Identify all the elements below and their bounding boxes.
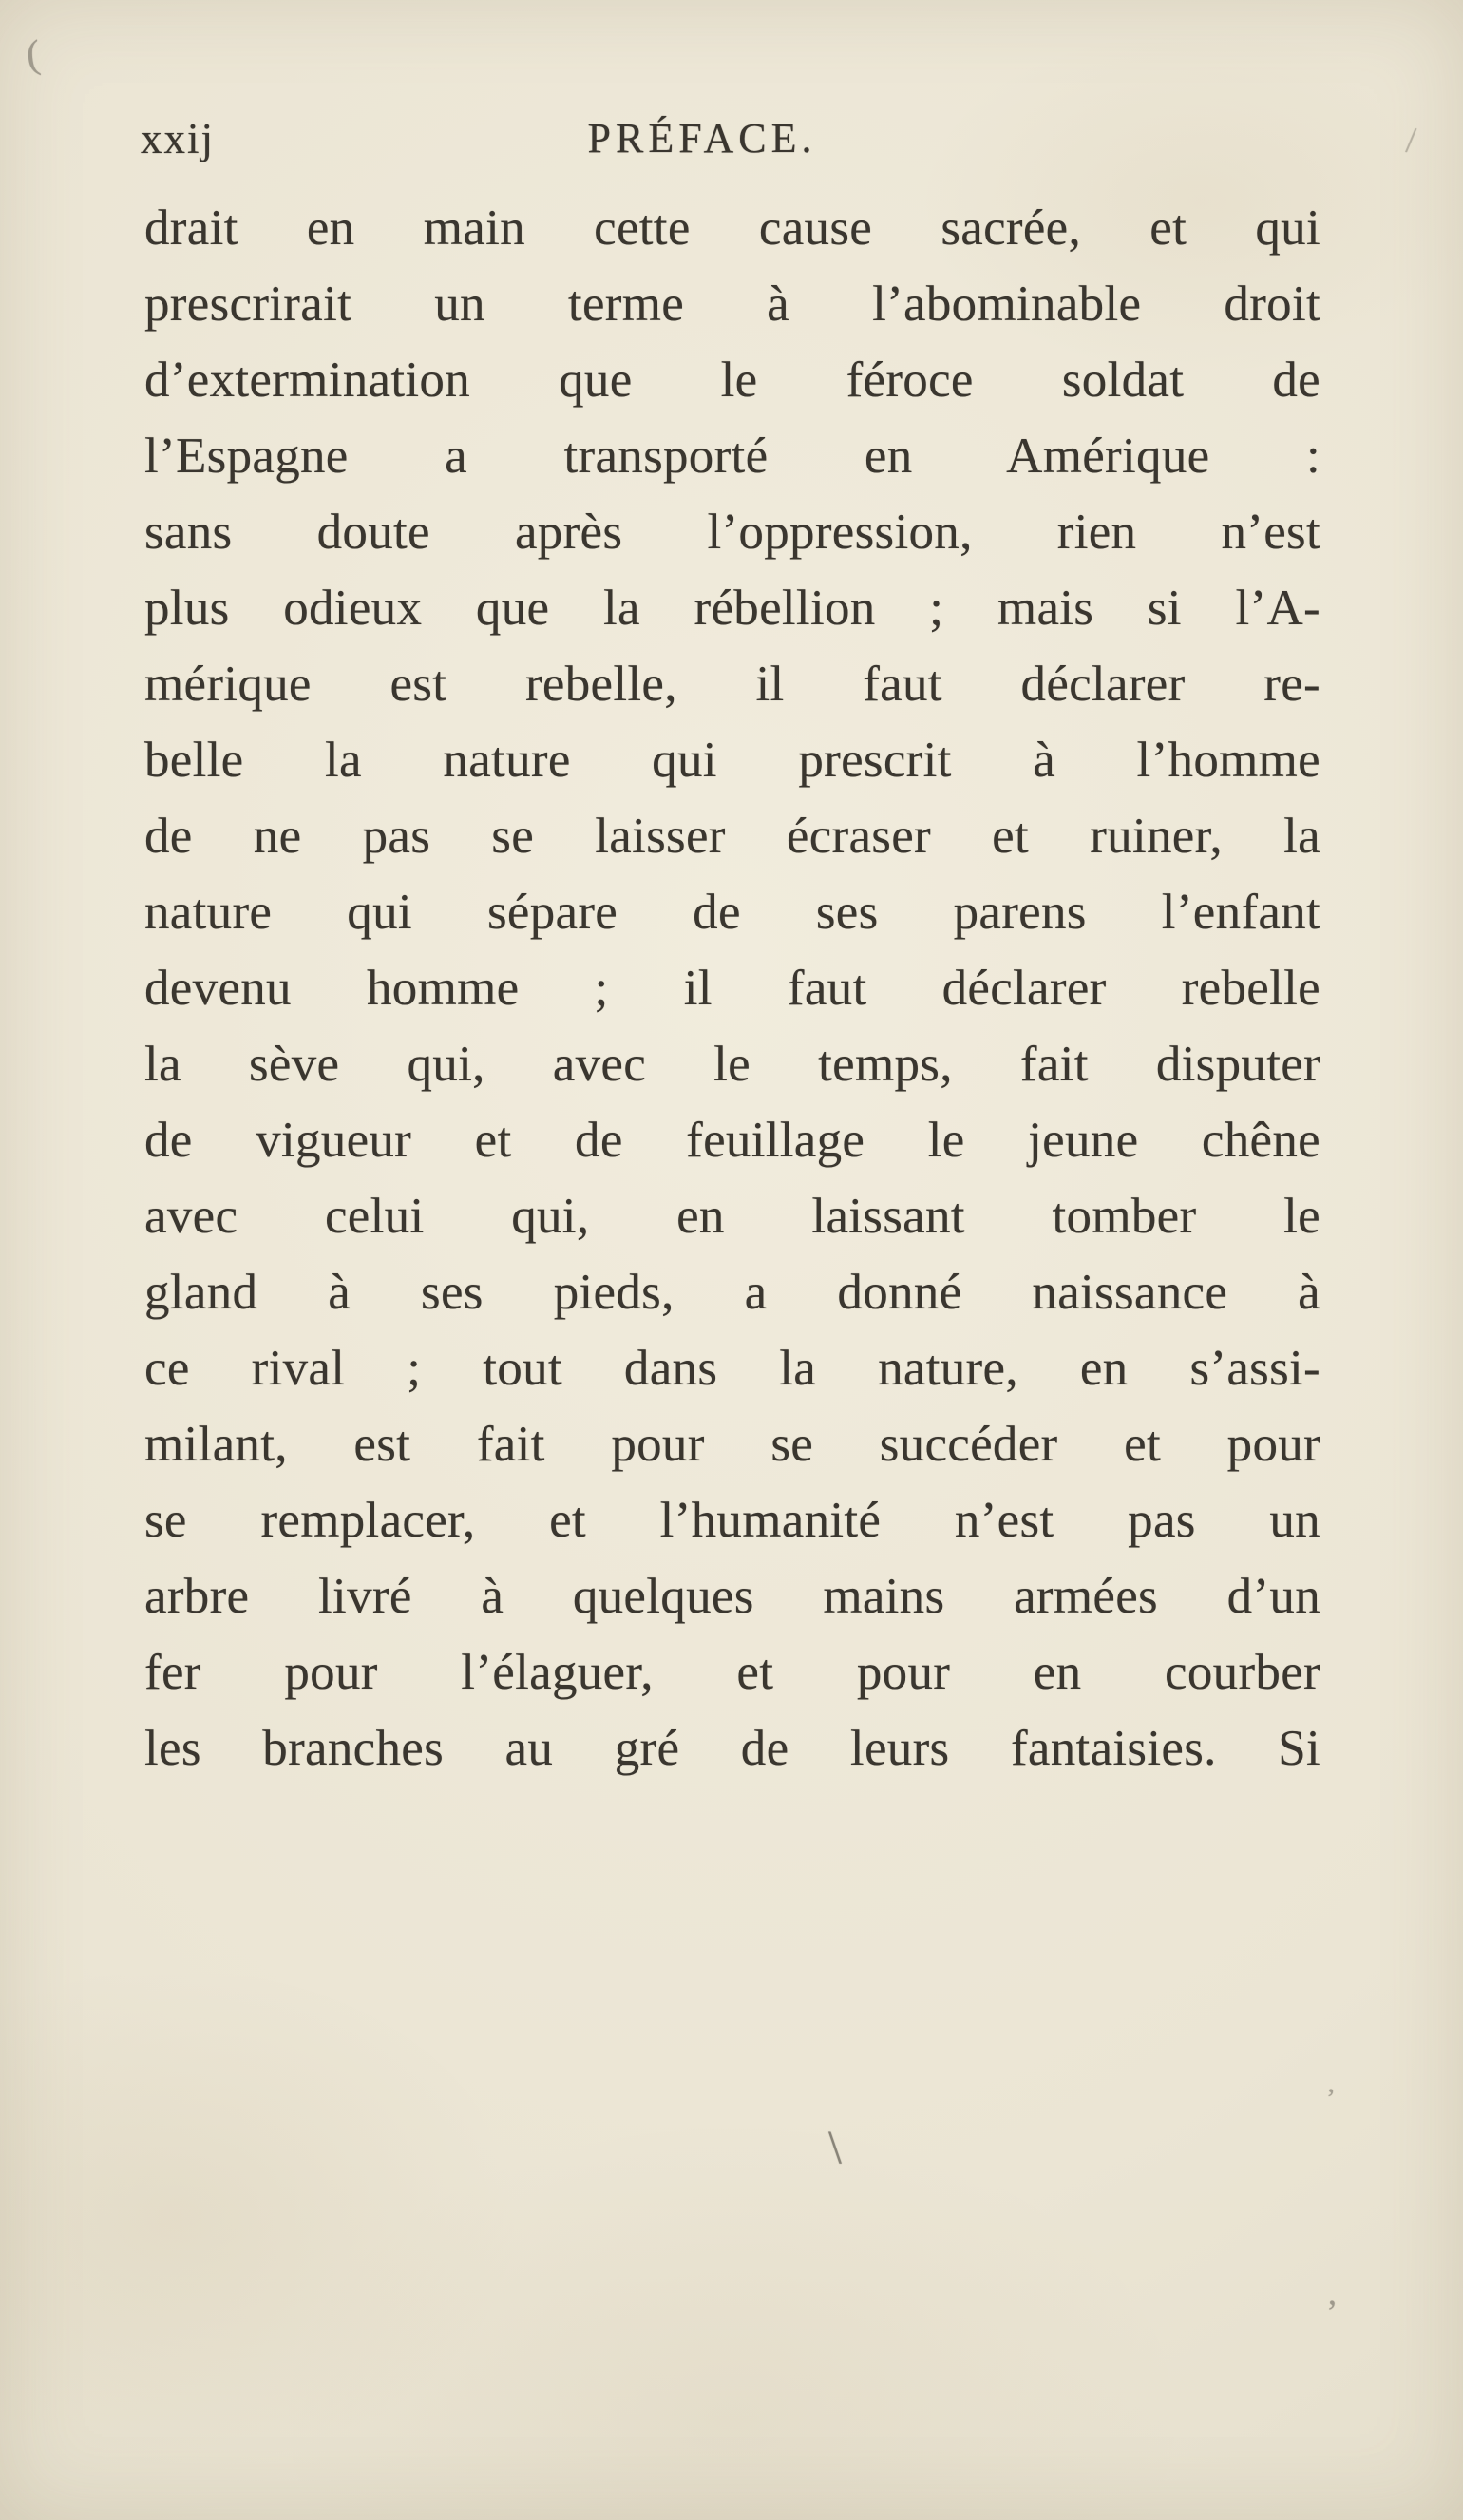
text-line: mérique est rebelle, il faut déclarer re- — [144, 657, 1320, 712]
text-line: prescrirait un terme à l’abominable droit — [144, 277, 1320, 332]
scan-artifact: / — [1404, 120, 1418, 162]
text-line: d’extermination que le féroce soldat de — [144, 353, 1320, 408]
text-line: arbre livré à quelques mains armées d’un — [144, 1569, 1320, 1624]
text-line: fer pour l’élaguer, et pour en courber — [144, 1645, 1320, 1700]
text-line: ce rival ; tout dans la nature, en s’assi- — [144, 1341, 1320, 1396]
text-content — [141, 112, 1320, 1786]
text-line: gland à ses pieds, a donné naissance à — [144, 1265, 1320, 1320]
text-line: milant, est fait pour se succéder et pour — [144, 1417, 1320, 1472]
text-line: les branches au gré de leurs fantaisies. Si — [144, 1721, 1320, 1776]
scan-artifact: \ — [828, 2120, 842, 2173]
scan-artifact: , — [1328, 2274, 1337, 2312]
text-line: de vigueur et de feuillage le jeune chêne — [144, 1113, 1320, 1168]
scan-artifact: ( — [24, 32, 43, 78]
scan-artifact: ’ — [1326, 2083, 1336, 2114]
text-line: avec celui qui, en laissant tomber le — [144, 1189, 1320, 1244]
page-number: xxij — [141, 115, 216, 162]
text-line: belle la nature qui prescrit à l’homme — [144, 733, 1320, 788]
text-line: se remplacer, et l’humanité n’est pas un — [144, 1493, 1320, 1548]
text-line: nature qui sépare de ses parens l’enfant — [144, 885, 1320, 940]
running-title: PRÉFACE. — [587, 115, 817, 162]
text-line: sans doute après l’oppression, rien n’est — [144, 505, 1320, 560]
text-line: drait en main cette cause sacrée, et qui — [144, 200, 1320, 256]
text-line: de ne pas se laisser écraser et ruiner, la — [144, 809, 1320, 864]
text-line: devenu homme ; il faut déclarer rebelle — [144, 961, 1320, 1016]
text-line: plus odieux que la rébellion ; mais si l’A- — [144, 581, 1320, 636]
text-block — [144, 190, 1320, 1786]
text-line: l’Espagne a transporté en Amérique : — [144, 429, 1320, 484]
page-header — [141, 112, 1320, 175]
text-line: la sève qui, avec le temps, fait disputer — [144, 1037, 1320, 1092]
